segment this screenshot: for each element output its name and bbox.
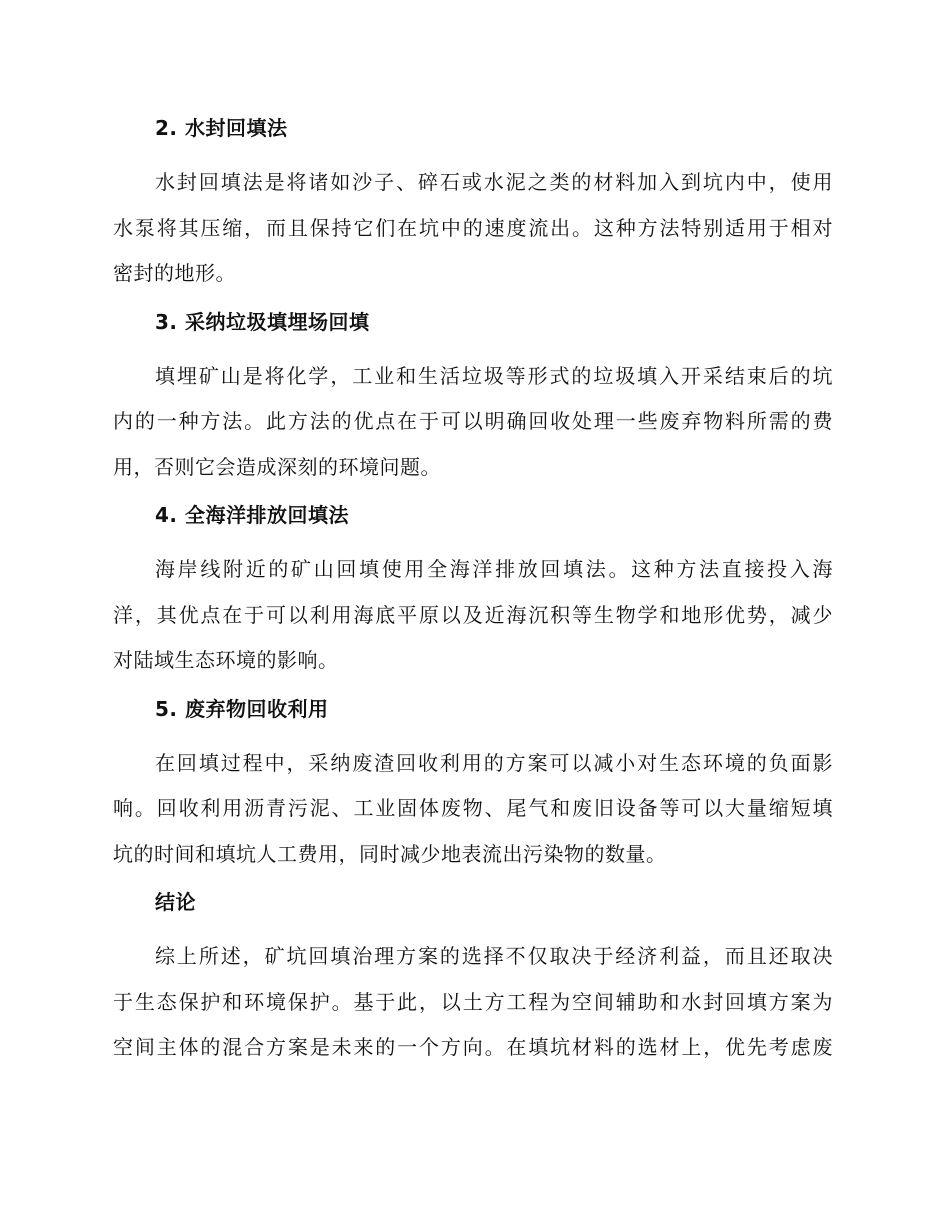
paragraph-line: 用，否则它会造成深刻的环境问题。 [113, 454, 441, 479]
paragraph-line: 空间主体的混合方案是未来的一个方向。在填坑材料的选材上，优先考虑废 [113, 1035, 833, 1059]
section-water-seal-backfill [113, 112, 833, 297]
section-paragraph [113, 934, 833, 1071]
paragraph-line: 坑的时间和填坑人工费用，同时减少地表流出污染物的数量。 [113, 841, 667, 866]
section-waste-recycling [113, 693, 833, 878]
section-heading: 3. 采纳垃圾填埋场回填 [155, 309, 370, 334]
section-paragraph [113, 160, 833, 297]
section-conclusion [113, 886, 833, 1071]
section-paragraph [113, 741, 833, 878]
section-heading: 结论 [155, 890, 196, 914]
paragraph-line: 于生态保护和环境保护。基于此，以土方工程为空间辅助和水封回填方案为 [113, 989, 833, 1014]
paragraph-line: 对陆域生态环境的影响。 [113, 648, 339, 672]
paragraph-line: 响。回收利用沥青污泥、工业固体废物、尾气和废旧设备等可以大量缩短填 [113, 796, 833, 820]
paragraph-line: 密封的地形。 [113, 261, 236, 285]
paragraph-line: 水泵将其压缩，而且保持它们在坑中的速度流出。这种方法特别适用于相对 [113, 215, 833, 240]
section-paragraph [113, 547, 833, 684]
section-paragraph [113, 354, 833, 491]
document-body [113, 112, 833, 1080]
paragraph-line: 填埋矿山是将化学，工业和生活垃圾等形式的垃圾填入开采结束后的坑 [155, 363, 833, 388]
paragraph-line: 水封回填法是将诸如沙子、碎石或水泥之类的材料加入到坑内中，使用 [155, 170, 833, 194]
section-heading: 2. 水封回填法 [155, 116, 288, 140]
section-heading: 4. 全海洋排放回填法 [155, 503, 349, 527]
paragraph-line: 内的一种方法。此方法的优点在于可以明确回收处理一些废弃物料所需的费 [113, 409, 833, 433]
paragraph-line: 海岸线附近的矿山回填使用全海洋排放回填法。这种方法直接投入海 [155, 557, 833, 581]
section-heading: 5. 废弃物回收利用 [155, 696, 329, 721]
section-landfill-backfill [113, 306, 833, 491]
paragraph-line: 在回填过程中，采纳废渣回收利用的方案可以减小对生态环境的负面影 [155, 750, 833, 775]
paragraph-line: 综上所述，矿坑回填治理方案的选择不仅取决于经济利益，而且还取决 [155, 944, 833, 968]
paragraph-line: 洋，其优点在于可以利用海底平原以及近海沉积等生物学和地形优势，减少 [113, 602, 833, 627]
section-ocean-discharge-backfill [113, 499, 833, 684]
